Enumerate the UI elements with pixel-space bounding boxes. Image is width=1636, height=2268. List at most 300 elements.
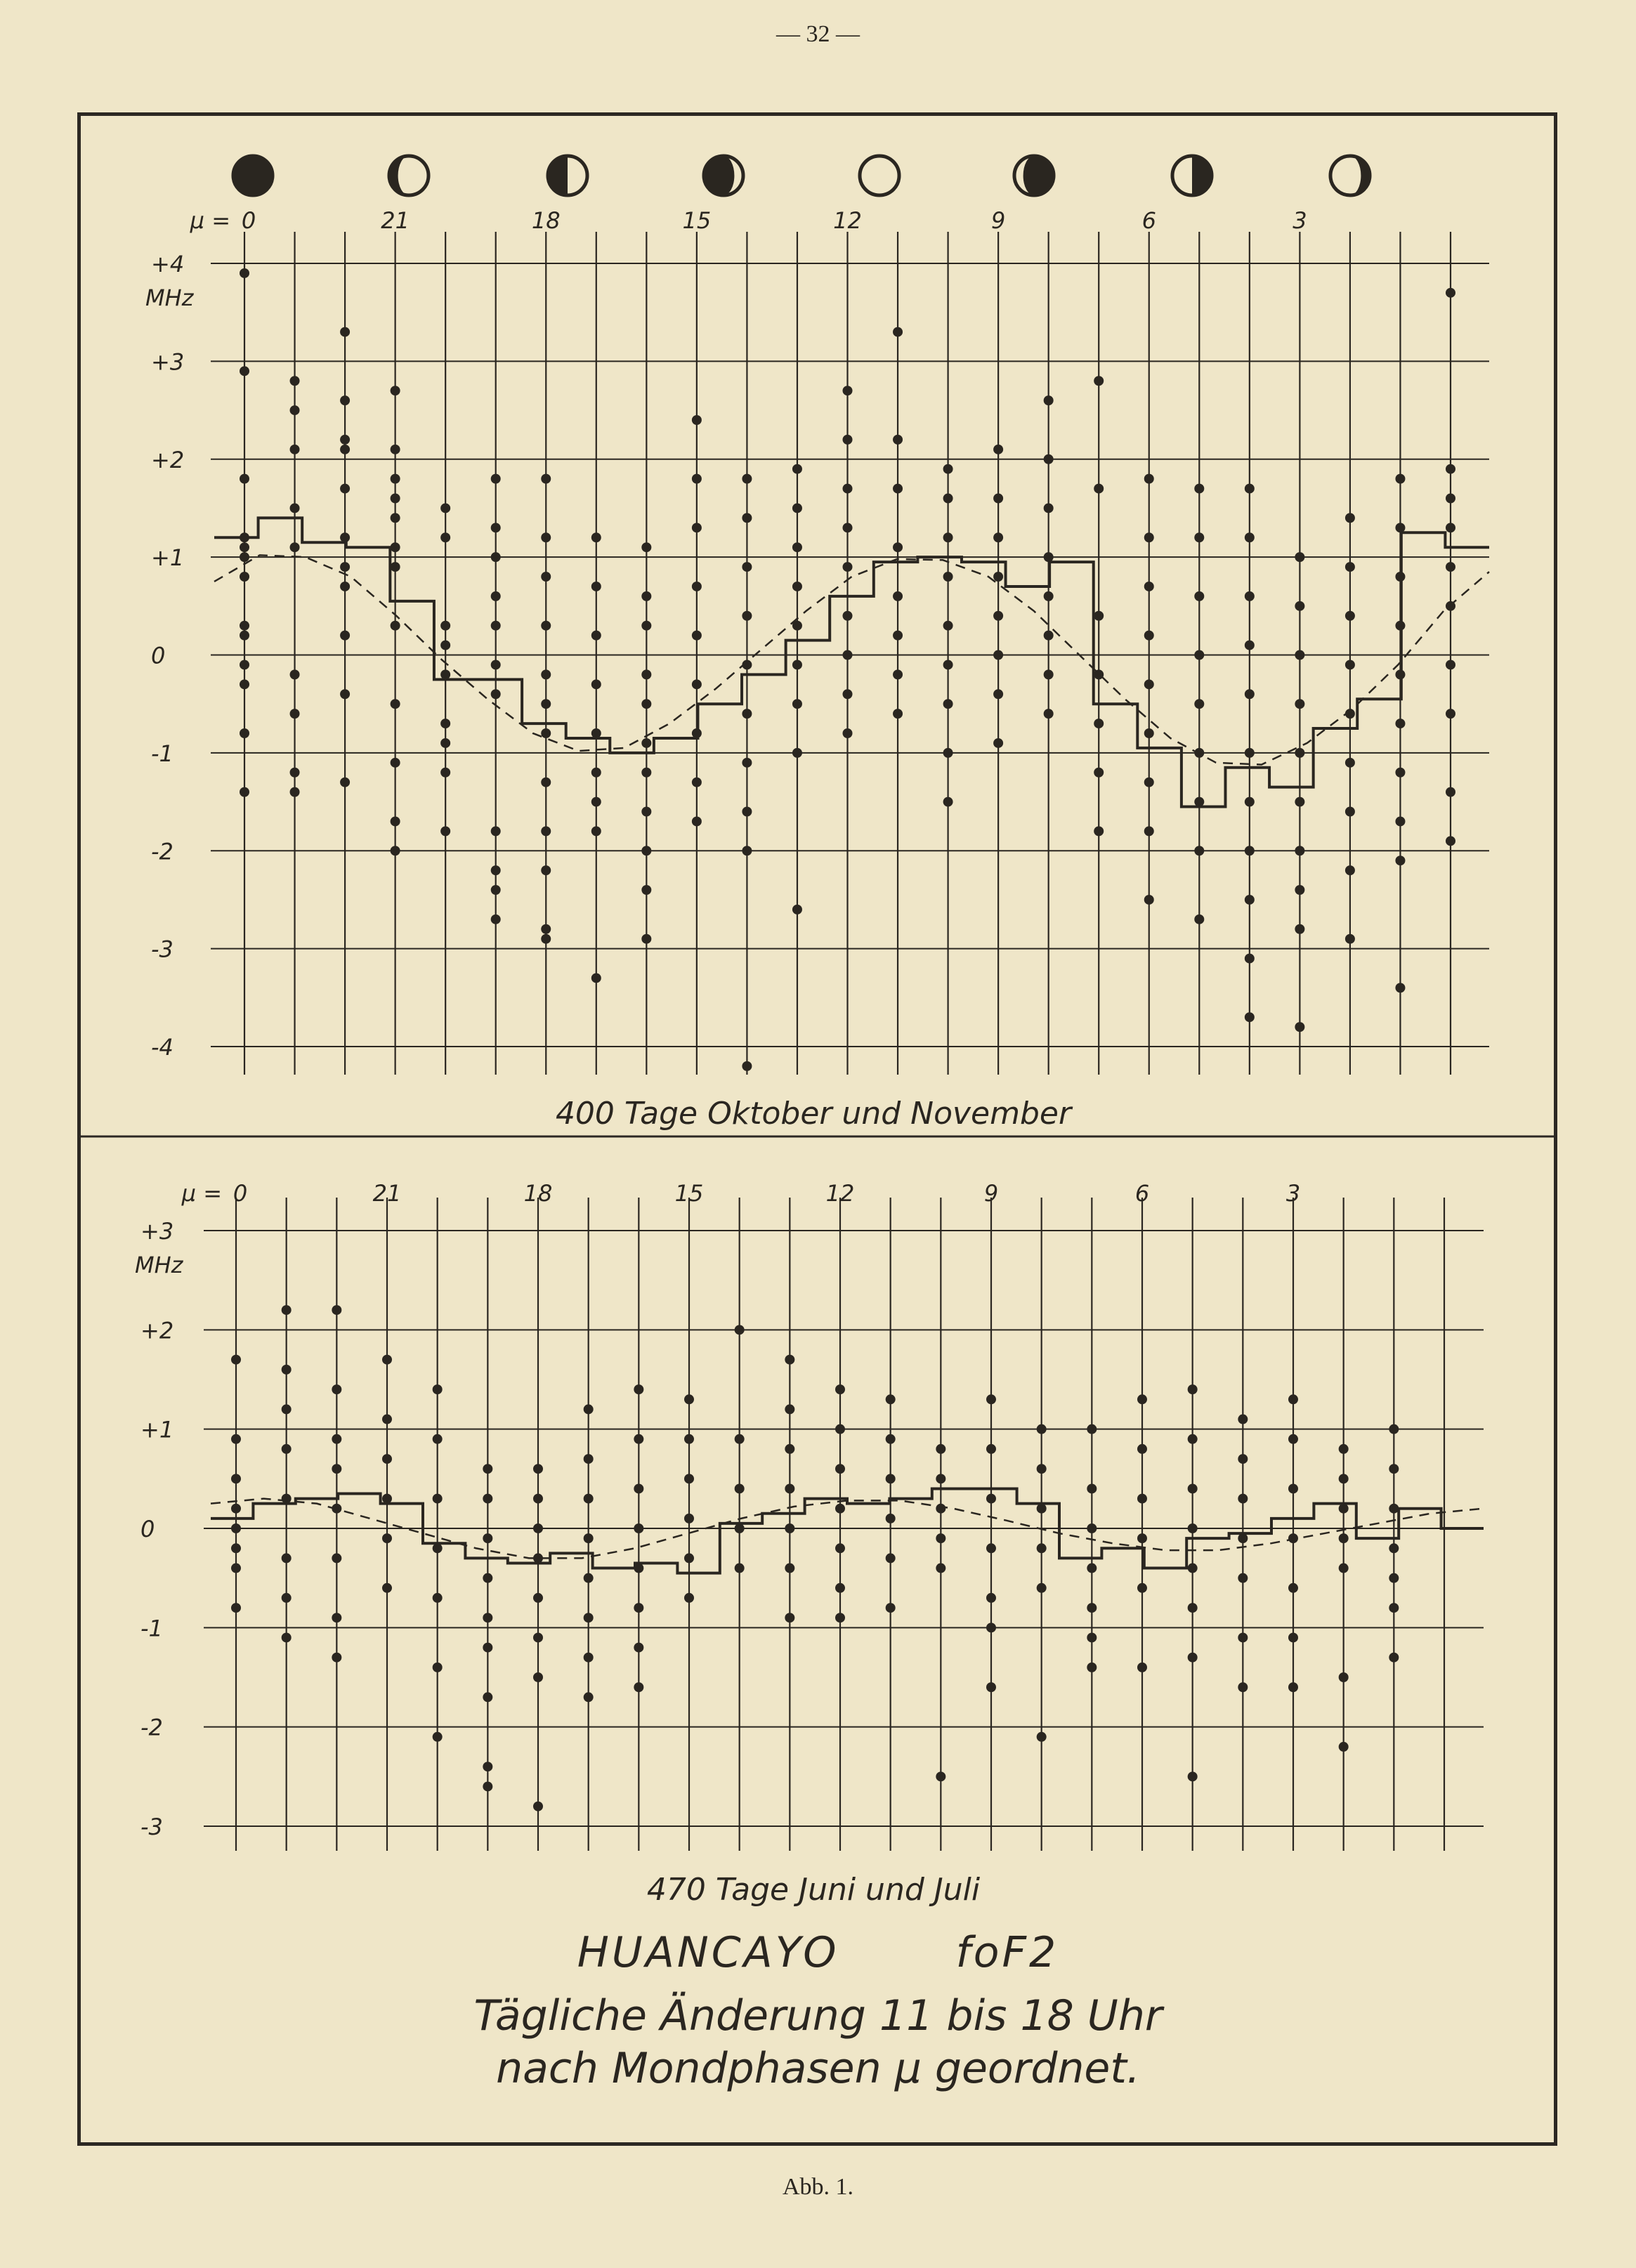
data-point xyxy=(591,973,601,983)
data-point xyxy=(433,1384,443,1394)
data-point xyxy=(1137,1494,1147,1504)
mu-tick-label: 18 xyxy=(531,207,561,234)
data-point xyxy=(943,660,953,669)
data-point xyxy=(684,1434,694,1444)
data-point xyxy=(785,1404,794,1414)
data-point xyxy=(684,1474,694,1483)
data-point xyxy=(1044,395,1054,405)
data-point xyxy=(634,1523,643,1533)
data-point xyxy=(1288,1682,1298,1692)
data-point xyxy=(584,1404,594,1414)
data-point xyxy=(684,1593,694,1603)
figure-caption: Abb. 1. xyxy=(782,2174,854,2200)
data-point xyxy=(1446,288,1455,298)
data-point xyxy=(893,631,903,641)
data-point xyxy=(742,846,752,856)
data-point xyxy=(231,1603,241,1613)
data-point xyxy=(1044,709,1054,719)
data-point xyxy=(541,474,551,484)
data-point xyxy=(742,611,752,621)
data-point xyxy=(785,1483,794,1493)
data-point xyxy=(1389,1573,1399,1583)
data-point xyxy=(692,679,702,689)
data-point xyxy=(1395,856,1405,865)
data-point xyxy=(440,669,450,679)
data-point xyxy=(1295,924,1304,934)
data-point xyxy=(986,1444,996,1454)
data-point xyxy=(332,1305,341,1315)
data-point xyxy=(1446,464,1455,474)
data-point xyxy=(1389,1464,1399,1474)
data-point xyxy=(541,532,551,542)
data-point xyxy=(1044,591,1054,601)
data-point xyxy=(231,1564,241,1573)
mu-tick-label: 21 xyxy=(372,1180,402,1207)
data-point xyxy=(491,826,501,836)
moon-outline xyxy=(860,156,899,195)
data-point xyxy=(692,582,702,591)
data-point xyxy=(742,807,752,817)
mu-tick-label: 15 xyxy=(682,207,712,234)
data-point xyxy=(433,1494,443,1504)
data-point xyxy=(641,699,651,709)
data-point xyxy=(835,1504,845,1514)
data-point xyxy=(993,572,1003,582)
data-point xyxy=(584,1653,594,1663)
y-tick-label: -1 xyxy=(151,740,174,767)
data-point xyxy=(1395,474,1405,484)
data-point xyxy=(282,1593,292,1603)
data-point xyxy=(391,542,400,552)
data-point xyxy=(584,1533,594,1543)
data-point xyxy=(1037,1504,1047,1514)
data-point xyxy=(1188,1434,1198,1444)
data-point xyxy=(1238,1533,1248,1543)
data-point xyxy=(986,1494,996,1504)
data-point xyxy=(240,366,249,376)
data-point xyxy=(340,582,350,591)
data-point xyxy=(1188,1564,1198,1573)
data-point xyxy=(483,1643,492,1653)
data-point xyxy=(843,562,853,572)
data-point xyxy=(440,503,450,513)
moon-dark-part xyxy=(1192,156,1212,195)
y-axis-unit: MHz xyxy=(135,1252,183,1278)
data-point xyxy=(1245,484,1255,494)
mu-tick-label: 6 xyxy=(1134,1180,1150,1207)
data-point xyxy=(440,768,450,778)
data-point xyxy=(483,1613,492,1623)
data-point xyxy=(231,1474,241,1483)
data-point xyxy=(584,1454,594,1464)
data-point xyxy=(1288,1434,1298,1444)
data-point xyxy=(1389,1424,1399,1434)
data-point xyxy=(591,582,601,591)
data-point xyxy=(1044,454,1054,464)
data-point xyxy=(340,562,350,572)
mu-tick-label: 18 xyxy=(523,1180,553,1207)
data-point xyxy=(1389,1603,1399,1613)
data-point xyxy=(382,1415,392,1424)
mu-tick-label: 0 xyxy=(241,207,256,234)
data-point xyxy=(792,660,802,669)
data-point xyxy=(641,621,651,631)
data-point xyxy=(1194,484,1204,494)
data-point xyxy=(1037,1732,1047,1742)
data-point xyxy=(541,826,551,836)
y-axis-unit: MHz xyxy=(145,284,194,311)
data-point xyxy=(1137,1533,1147,1543)
data-point xyxy=(692,474,702,484)
data-point xyxy=(290,503,300,513)
data-point xyxy=(986,1593,996,1603)
data-point xyxy=(1037,1583,1047,1593)
data-point xyxy=(1094,484,1104,494)
data-point xyxy=(1087,1424,1097,1434)
data-point xyxy=(440,826,450,836)
data-point xyxy=(1345,865,1355,875)
data-point xyxy=(742,1061,752,1071)
data-point xyxy=(785,1564,794,1573)
data-point xyxy=(231,1523,241,1533)
data-point xyxy=(340,395,350,405)
data-point xyxy=(332,1553,341,1563)
data-point xyxy=(1037,1464,1047,1474)
data-point xyxy=(1245,591,1255,601)
data-point xyxy=(1295,748,1304,758)
data-point xyxy=(491,915,501,924)
data-point xyxy=(433,1434,443,1444)
data-point xyxy=(1288,1483,1298,1493)
data-point xyxy=(391,816,400,826)
data-point xyxy=(290,542,300,552)
data-point xyxy=(591,797,601,807)
data-point xyxy=(483,1762,492,1771)
data-point xyxy=(483,1494,492,1504)
data-point xyxy=(893,484,903,494)
data-point xyxy=(1238,1415,1248,1424)
mu-tick-label: 0 xyxy=(233,1180,248,1207)
data-point xyxy=(391,445,400,454)
data-point xyxy=(742,513,752,523)
data-point xyxy=(391,562,400,572)
data-point xyxy=(391,846,400,856)
data-point xyxy=(1037,1424,1047,1434)
data-point xyxy=(1395,768,1405,778)
data-point xyxy=(1144,532,1154,542)
waning-gibbous-icon xyxy=(1014,156,1054,195)
data-point xyxy=(1144,778,1154,787)
data-point xyxy=(893,591,903,601)
data-point xyxy=(491,591,501,601)
data-point xyxy=(1339,1533,1349,1543)
data-point xyxy=(1194,846,1204,856)
data-point xyxy=(1188,1603,1198,1613)
data-point xyxy=(684,1514,694,1523)
data-point xyxy=(1295,1022,1304,1032)
data-point xyxy=(1446,562,1455,572)
data-point xyxy=(533,1523,543,1533)
data-point xyxy=(382,1533,392,1543)
data-point xyxy=(1087,1603,1097,1613)
new-moon-icon xyxy=(233,156,273,195)
data-point xyxy=(483,1464,492,1474)
data-point xyxy=(1238,1454,1248,1464)
data-point xyxy=(843,435,853,445)
data-point xyxy=(886,1394,896,1404)
data-point xyxy=(533,1593,543,1603)
data-point xyxy=(986,1682,996,1692)
data-point xyxy=(993,689,1003,699)
data-point xyxy=(792,905,802,915)
data-point xyxy=(1137,1663,1147,1672)
data-point xyxy=(1245,895,1255,905)
data-point xyxy=(835,1384,845,1394)
data-point xyxy=(986,1394,996,1404)
data-point xyxy=(433,1543,443,1553)
data-point xyxy=(1245,689,1255,699)
data-point xyxy=(1395,523,1405,532)
data-point xyxy=(886,1434,896,1444)
data-point xyxy=(591,532,601,542)
data-point xyxy=(641,591,651,601)
data-point xyxy=(340,778,350,787)
data-point xyxy=(491,552,501,562)
data-point xyxy=(1194,797,1204,807)
data-point xyxy=(886,1474,896,1483)
data-point xyxy=(491,523,501,532)
data-point xyxy=(483,1781,492,1791)
data-point xyxy=(893,542,903,552)
data-point xyxy=(231,1434,241,1444)
data-point xyxy=(533,1494,543,1504)
moon-phase-row xyxy=(233,156,1370,195)
data-point xyxy=(641,738,651,748)
data-point xyxy=(742,758,752,768)
data-point xyxy=(282,1553,292,1563)
data-point xyxy=(943,748,953,758)
mu-tick-label: 21 xyxy=(381,207,410,234)
data-point xyxy=(231,1355,241,1365)
data-point xyxy=(340,327,350,337)
data-point xyxy=(735,1434,745,1444)
data-point xyxy=(1288,1583,1298,1593)
data-point xyxy=(843,689,853,699)
data-point xyxy=(1137,1394,1147,1404)
data-point xyxy=(936,1564,945,1573)
data-point xyxy=(1144,728,1154,738)
data-point xyxy=(240,728,249,738)
data-point xyxy=(943,532,953,542)
data-point xyxy=(1395,983,1405,992)
data-point xyxy=(290,709,300,719)
data-point xyxy=(382,1355,392,1365)
figure-subtitle-line1: Tägliche Änderung 11 bis 18 Uhr xyxy=(473,1991,1163,2040)
data-point xyxy=(792,748,802,758)
data-point xyxy=(641,846,651,856)
data-point xyxy=(735,1325,745,1335)
y-tick-label: -3 xyxy=(140,1814,163,1840)
mu-tick-label: 12 xyxy=(833,207,862,234)
data-point xyxy=(591,768,601,778)
data-point xyxy=(332,1464,341,1474)
data-point xyxy=(792,542,802,552)
moon-dark-part xyxy=(548,156,568,195)
data-point xyxy=(936,1504,945,1514)
data-point xyxy=(491,865,501,875)
data-point xyxy=(382,1583,392,1593)
data-point xyxy=(1188,1384,1198,1394)
data-point xyxy=(893,709,903,719)
mu-tick-label: 9 xyxy=(990,207,1006,234)
data-point xyxy=(1345,513,1355,523)
data-point xyxy=(1288,1394,1298,1404)
data-point xyxy=(391,494,400,504)
data-point xyxy=(943,572,953,582)
data-point xyxy=(391,386,400,395)
data-point xyxy=(641,885,651,895)
data-point xyxy=(835,1583,845,1593)
data-point xyxy=(936,1444,945,1454)
y-tick-label: -3 xyxy=(151,936,174,963)
data-point xyxy=(1144,474,1154,484)
data-point xyxy=(240,474,249,484)
data-point xyxy=(491,621,501,631)
data-point xyxy=(1044,552,1054,562)
data-point xyxy=(1188,1653,1198,1663)
data-point xyxy=(1194,915,1204,924)
data-point xyxy=(1288,1632,1298,1642)
data-point xyxy=(1194,650,1204,660)
data-point xyxy=(591,728,601,738)
data-point xyxy=(634,1483,643,1493)
data-point xyxy=(1295,552,1304,562)
data-point xyxy=(1446,660,1455,669)
data-point xyxy=(541,934,551,944)
data-point xyxy=(1295,699,1304,709)
data-point xyxy=(893,669,903,679)
data-point xyxy=(843,484,853,494)
data-point xyxy=(742,562,752,572)
data-point xyxy=(332,1613,341,1623)
data-point xyxy=(1345,611,1355,621)
data-point xyxy=(282,1404,292,1414)
data-point xyxy=(584,1613,594,1623)
data-point xyxy=(332,1384,341,1394)
data-point xyxy=(533,1464,543,1474)
data-point xyxy=(440,641,450,650)
data-point xyxy=(1144,826,1154,836)
data-point xyxy=(332,1434,341,1444)
y-tick-label: +2 xyxy=(151,446,185,473)
data-point xyxy=(1238,1632,1248,1642)
data-point xyxy=(340,689,350,699)
data-point xyxy=(541,778,551,787)
data-point xyxy=(1238,1494,1248,1504)
data-point xyxy=(835,1424,845,1434)
data-point xyxy=(1295,846,1304,856)
data-point xyxy=(1094,376,1104,386)
data-point xyxy=(1137,1444,1147,1454)
data-point xyxy=(1446,523,1455,532)
y-tick-label: 0 xyxy=(140,1516,155,1542)
data-point xyxy=(1144,631,1154,641)
data-point xyxy=(541,621,551,631)
y-tick-label: +1 xyxy=(151,544,185,572)
data-point xyxy=(1345,562,1355,572)
data-point xyxy=(641,542,651,552)
mu-tick-label: 3 xyxy=(1285,1180,1301,1207)
data-point xyxy=(1144,895,1154,905)
data-point xyxy=(735,1483,745,1493)
data-point xyxy=(282,1632,292,1642)
data-point xyxy=(692,778,702,787)
data-point xyxy=(240,268,249,278)
data-point xyxy=(1044,669,1054,679)
data-point xyxy=(792,582,802,591)
data-point xyxy=(692,631,702,641)
data-point xyxy=(893,327,903,337)
data-point xyxy=(943,699,953,709)
data-point xyxy=(231,1543,241,1553)
mu-label: μ = xyxy=(181,1180,222,1207)
data-point xyxy=(1395,719,1405,728)
data-point xyxy=(993,650,1003,660)
data-point xyxy=(1245,797,1255,807)
y-tick-label: -2 xyxy=(151,838,174,865)
data-point xyxy=(735,1523,745,1533)
data-point xyxy=(936,1533,945,1543)
data-point xyxy=(792,503,802,513)
data-point xyxy=(1345,807,1355,817)
data-point xyxy=(433,1663,443,1672)
chart-title: 470 Tage Juni und Juli xyxy=(646,1872,981,1908)
data-point xyxy=(282,1365,292,1375)
data-point xyxy=(340,484,350,494)
data-point xyxy=(785,1523,794,1533)
data-point xyxy=(692,816,702,826)
data-point xyxy=(1295,650,1304,660)
data-point xyxy=(835,1543,845,1553)
data-point xyxy=(886,1514,896,1523)
data-point xyxy=(785,1613,794,1623)
figure-title xyxy=(0,1928,1636,1977)
data-point xyxy=(1295,601,1304,611)
data-point xyxy=(533,1632,543,1642)
data-point xyxy=(1339,1474,1349,1483)
data-point xyxy=(742,709,752,719)
data-point xyxy=(1446,787,1455,797)
data-point xyxy=(986,1543,996,1553)
data-point xyxy=(541,669,551,679)
data-point xyxy=(240,552,249,562)
data-point xyxy=(843,523,853,532)
data-point xyxy=(1238,1573,1248,1583)
data-point xyxy=(641,768,651,778)
data-point xyxy=(591,826,601,836)
data-point xyxy=(936,1474,945,1483)
moon-dark-disc xyxy=(233,156,273,195)
data-point xyxy=(1446,836,1455,846)
data-point xyxy=(1446,494,1455,504)
data-point xyxy=(591,679,601,689)
data-point xyxy=(282,1305,292,1315)
mu-tick-label: 6 xyxy=(1141,207,1156,234)
y-tick-label: -4 xyxy=(151,1034,174,1061)
page-number: — 32 — xyxy=(776,21,860,47)
data-point xyxy=(541,572,551,582)
data-point xyxy=(290,376,300,386)
